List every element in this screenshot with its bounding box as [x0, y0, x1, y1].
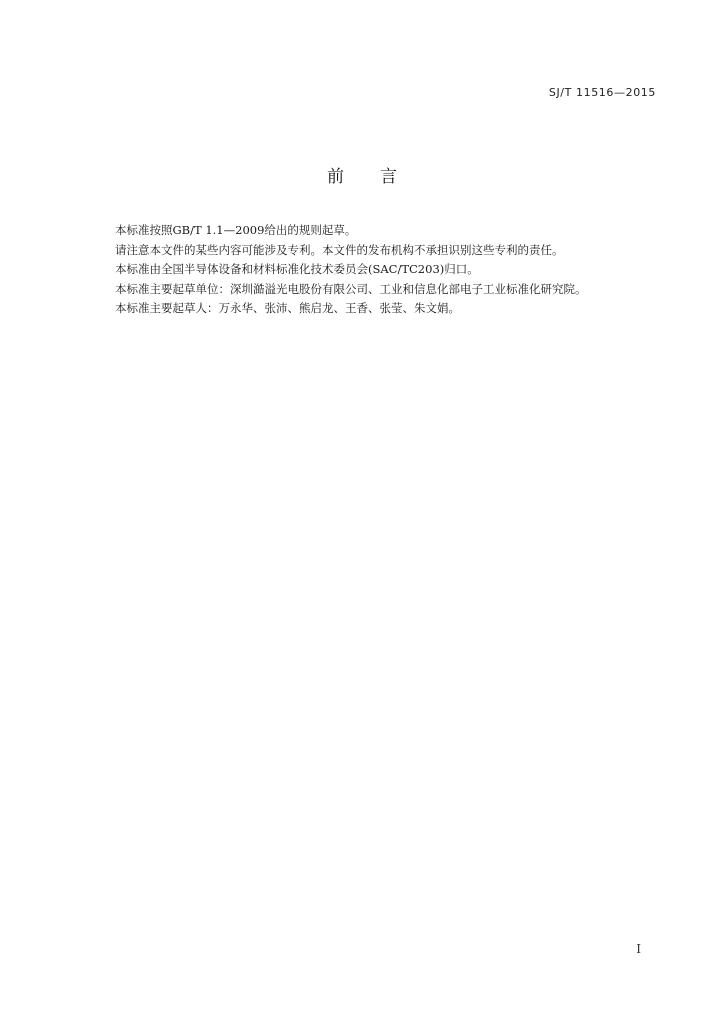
paragraph-drafters: 本标准主要起草人：万永华、张沛、熊启龙、王香、张莹、朱文娟。: [115, 301, 460, 316]
paragraph-committee: 本标准由全国半导体设备和材料标准化技术委员会(SAC/TC203)归口。: [115, 262, 479, 277]
paragraph-patent-notice: 请注意本文件的某些内容可能涉及专利。本文件的发布机构不承担识别这些专利的责任。: [115, 242, 564, 257]
paragraph-drafting-units: 本标准主要起草单位：深圳澔溢光电股份有限公司、工业和信息化部电子工业标准化研究院。: [115, 281, 587, 296]
section-title: 前言: [327, 167, 433, 187]
page-number: I: [636, 942, 641, 956]
paragraph-drafting-rules: 本标准按照GB/T 1.1—2009给出的规则起草。: [115, 223, 357, 237]
foreword-body: [115, 221, 675, 319]
standard-code: SJ/T 11516—2015: [548, 86, 656, 99]
